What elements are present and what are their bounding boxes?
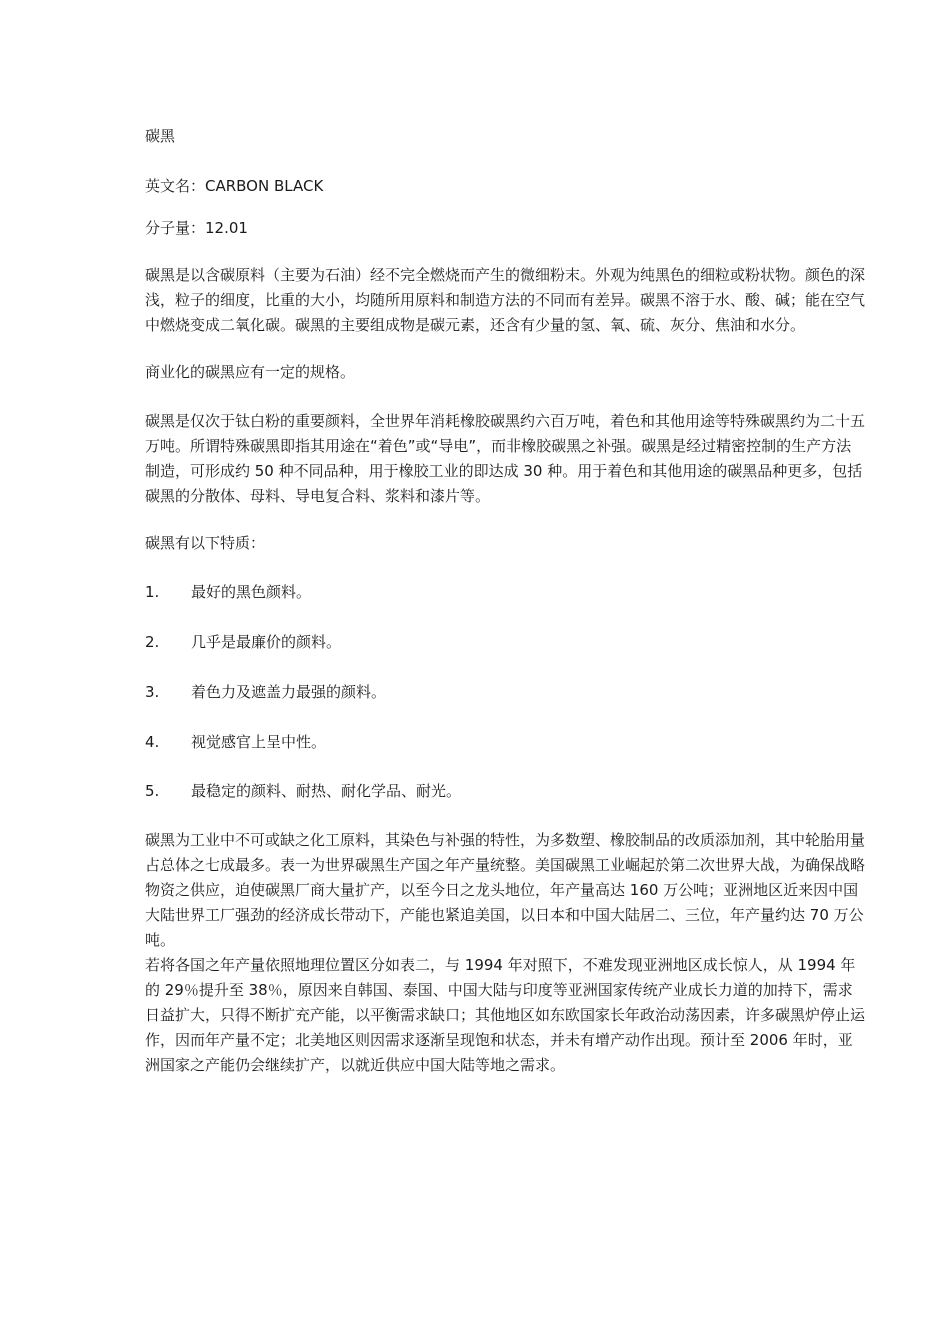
english-name: 英文名：CARBON BLACK: [145, 177, 324, 195]
intro-paragraph: 碳黑是以含碳原料（主要为石油）经不完全燃烧而产生的微细粉末。外观为纯黑色的细粒或粉状物。颜色的深浅，粒子的细度，比重的大小，均随所用原料和制造方法的不同而有差异。碳黑不溶于水、酸、碱；能在空气中燃烧变成二氧化碳。碳黑的主要组成物是碳元素，还含有少量的氢、氧、硫、灰分、焦油和水分。: [145, 266, 866, 334]
features-heading: 碳黑有以下特质：: [145, 534, 266, 552]
regional-paragraph: 若将各国之年产量依照地理位置区分如表二，与 1994 年对照下，不难发现亚洲地区成长惊人，从 1994 年的 29％提升至 38％，原因来自韩国、泰国、中国大陆与印度等亚洲国家传统产业成长力道的加持下，需求日益扩大，只得不断扩充产能，以平衡需求缺口；其他地区如东欧国家长年政治动荡因素，许多碳黑炉停止运作，因而年产量不定；北美地区则因需求逐渐呈现饱和状态，并未有增产动作出现。预计至 2006 年时，亚洲国家之产能仍会继续扩产，以就近供应中国大陆等地之需求。: [145, 956, 866, 1074]
list-item: [145, 779, 865, 804]
molecular-weight: 分子量：12.01: [145, 219, 248, 237]
list-number: 1.: [145, 583, 160, 601]
list-item: [145, 630, 865, 655]
list-text: 几乎是最廉价的颜料。: [191, 633, 342, 651]
industry-paragraph: 碳黑为工业中不可或缺之化工原料，其染色与补强的特性，为多数塑、橡胶制品的改质添加剂，其中轮胎用量占总体之七成最多。表一为世界碳黑生产国之年产量统整。美国碳黑工业崛起於第二次世界大战，为确保战略物资之供应，迫使碳黑厂商大量扩产，以至今日之龙头地位，年产量高达 160 万公吨；亚洲地区近来因中国大陆世界工厂强劲的经济成长带动下，产能也紧追美国，以日本和中国大陆居二、三位，年产量约达 70 万公吨。: [145, 831, 866, 949]
list-item: [145, 680, 865, 705]
features-list: [145, 580, 865, 804]
document-page: [145, 124, 865, 1078]
pigment-paragraph: 碳黑是仅次于钛白粉的重要颜料，全世界年消耗橡胶碳黑约六百万吨，着色和其他用途等特殊碳黑约为二十五万吨。所谓特殊碳黑即指其用途在“着色”或“导电”，而非橡胶碳黑之补强。碳黑是经过精密控制的生产方法制造，可形成约 50 种不同品种，用于橡胶工业的即达成 30 种。用于着色和其他用途的碳黑品种更多，包括碳黑的分散体、母料、导电复合料、浆料和漆片等。: [145, 412, 866, 505]
list-number: 2.: [145, 633, 160, 651]
list-text: 最好的黑色颜料。: [191, 583, 312, 601]
list-text: 着色力及遮盖力最强的颜料。: [191, 683, 387, 701]
list-number: 4.: [145, 733, 160, 751]
list-number: 5.: [145, 782, 160, 800]
list-number: 3.: [145, 683, 160, 701]
list-text: 最稳定的颜料、耐热、耐化学品、耐光。: [191, 782, 462, 800]
list-item: [145, 580, 865, 605]
list-text: 视觉感官上呈中性。: [191, 733, 327, 751]
doc-title: 碳黑: [145, 127, 176, 145]
list-item: [145, 730, 865, 755]
commercial-paragraph: 商业化的碳黑应有一定的规格。: [145, 363, 356, 381]
